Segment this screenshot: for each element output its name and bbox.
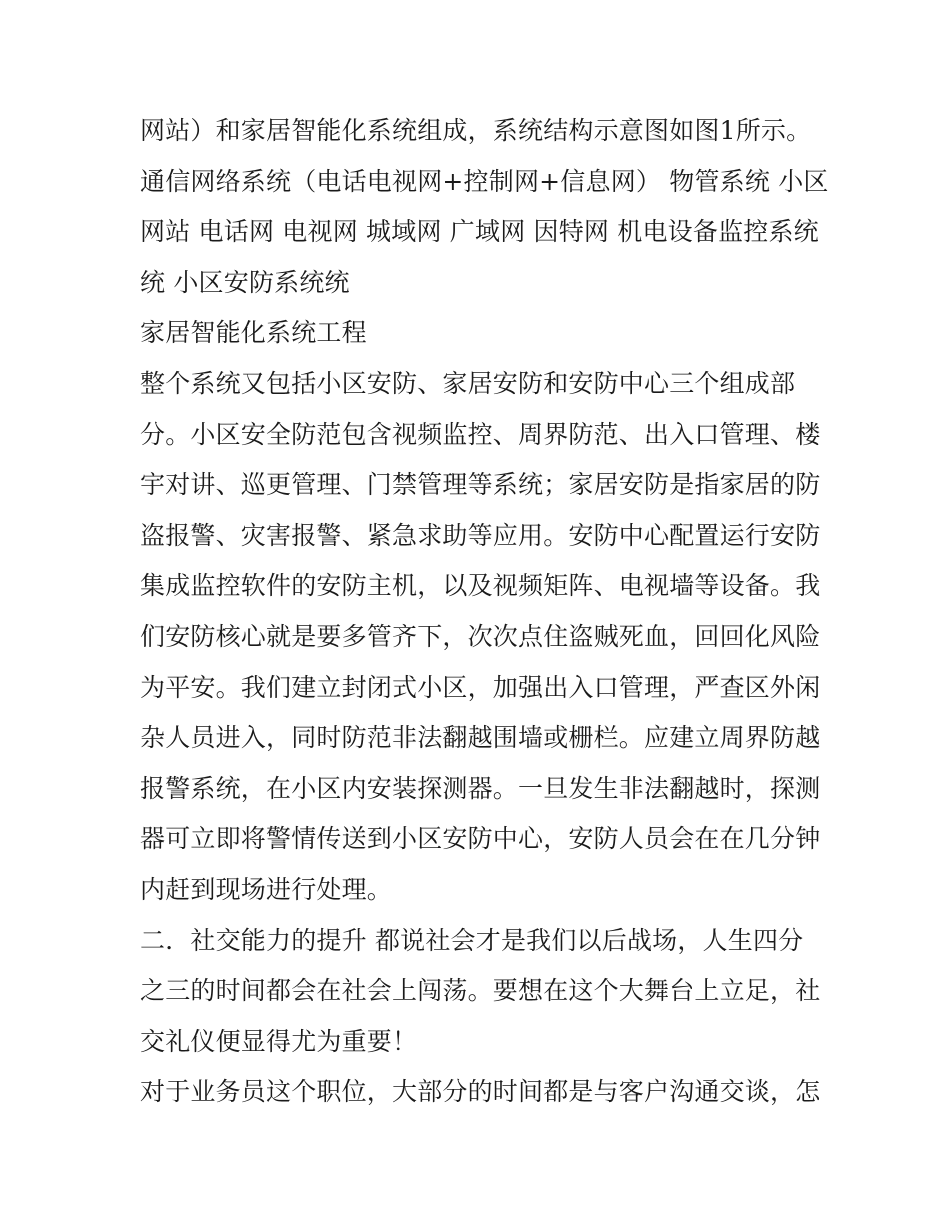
text-line: 内赶到现场进行处理。 xyxy=(140,874,393,904)
text-line: 之三的时间都会在社会上闯荡。要想在这个大舞台上立足，社 xyxy=(140,976,821,1006)
text-line: 网站）和家居智能化系统组成，系统结构示意图如图1所示。 xyxy=(140,116,812,145)
text-line: 器可立即将警情传送到小区安防中心，安防人员会在在几分钟 xyxy=(140,824,821,854)
text-line: 集成监控软件的安防主机，以及视频矩阵、电视墙等设备。我 xyxy=(140,571,821,601)
text-line: 统 小区安防系统统 xyxy=(140,267,350,297)
text-line: 杂人员进入，同时防范非法翻越围墙或栅栏。应建立周界防越 xyxy=(140,723,821,753)
text-line: 二．社交能力的提升 都说社会才是我们以后战场，人生四分 xyxy=(140,925,804,955)
text-line: 通信网络系统（电话电视网+控制网+信息网） 物管系统 小区 xyxy=(140,166,829,196)
text-line: 报警系统，在小区内安装探测器。一旦发生非法翻越时，探测 xyxy=(140,773,821,803)
text-line: 网站 电话网 电视网 城域网 广域网 因特网 机电设备监控系统 xyxy=(140,217,819,247)
document-body xyxy=(140,106,829,1118)
text-line: 分。小区安全防范包含视频监控、周界防范、出入口管理、楼 xyxy=(140,419,821,449)
text-line: 为平安。我们建立封闭式小区，加强出入口管理，严查区外闲 xyxy=(140,672,821,702)
text-line: 盗报警、灾害报警、紧急求助等应用。安防中心配置运行安防 xyxy=(140,520,821,550)
text-line: 对于业务员这个职位，大部分的时间都是与客户沟通交谈，怎 xyxy=(140,1077,821,1107)
text-line: 交礼仪便显得尤为重要！ xyxy=(140,1026,418,1056)
section-heading: 家居智能化系统工程 xyxy=(140,318,367,348)
text-line: 宇对讲、巡更管理、门禁管理等系统；家居安防是指家居的防 xyxy=(140,470,821,500)
text-line: 们安防核心就是要多管齐下，次次点住盗贼死血，回回化风险 xyxy=(140,621,821,651)
text-line: 整个系统又包括小区安防、家居安防和安防中心三个组成部 xyxy=(140,368,796,398)
